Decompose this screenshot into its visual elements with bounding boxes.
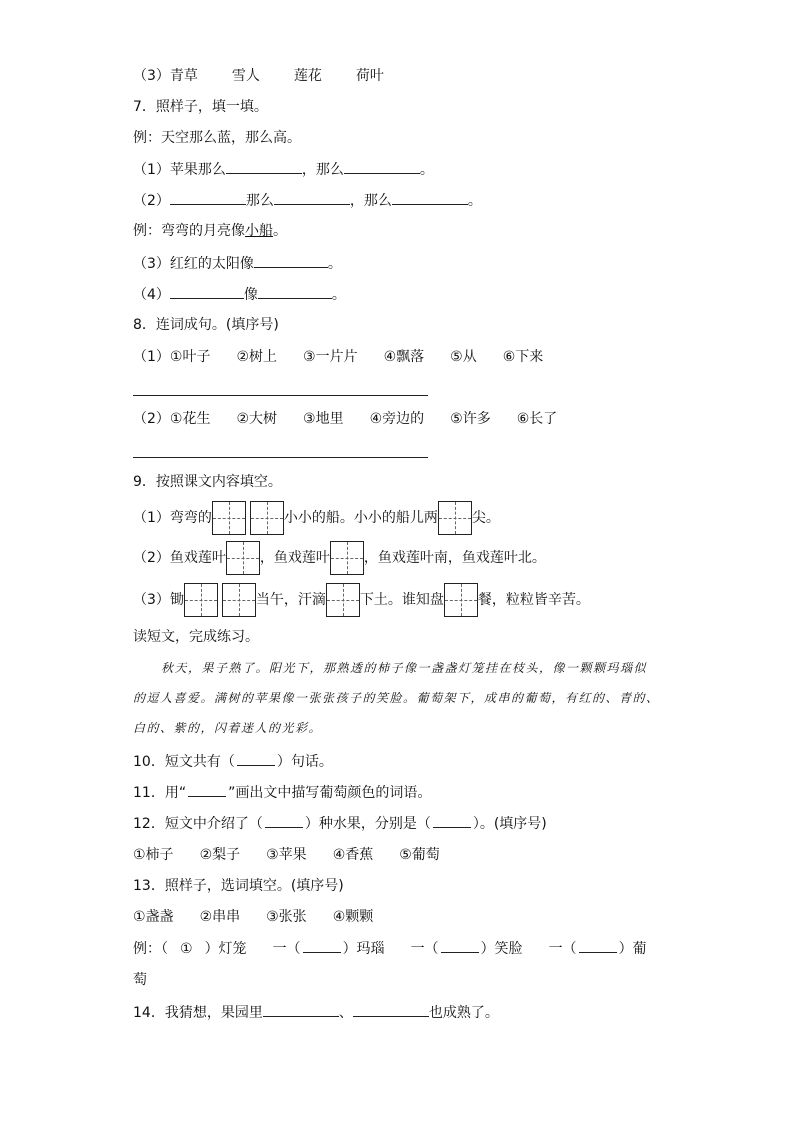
q9-item-2: （2）鱼戏莲叶 ，鱼戏莲叶 ，鱼戏莲叶南，鱼戏莲叶北。 bbox=[133, 540, 546, 576]
q8-item-1: （1）①叶子 ②树上 ③一片片 ④飘落 ⑤从 ⑥下来 bbox=[133, 349, 544, 365]
q13-options bbox=[133, 907, 373, 927]
q7-title: 7．照样子，填一填。 bbox=[133, 99, 268, 115]
tianzi-box[interactable] bbox=[226, 541, 260, 575]
fill-blank[interactable] bbox=[433, 815, 471, 828]
fill-blank[interactable] bbox=[344, 159, 420, 174]
q9-title: 9．按照课文内容填空。 bbox=[133, 474, 282, 490]
tianzi-box[interactable] bbox=[250, 501, 284, 535]
word: 雪人 bbox=[231, 68, 260, 84]
q13-example-wrap: 萄 bbox=[133, 972, 147, 988]
option: ①柿子 bbox=[133, 847, 174, 863]
fill-blank[interactable] bbox=[353, 1002, 429, 1017]
tianzi-box[interactable] bbox=[222, 583, 256, 617]
q7-item-4: （4） 像 。 bbox=[133, 284, 346, 304]
tianzi-box[interactable] bbox=[444, 583, 478, 617]
q13-title: 13．照样子，选词填空。(填序号) bbox=[133, 878, 344, 894]
q7-item-3: （3）红红的太阳像 。 bbox=[133, 253, 342, 273]
tianzi-box[interactable] bbox=[184, 583, 218, 617]
q10: 10．短文共有（ ）句话。 bbox=[133, 754, 333, 770]
option: ③张张 bbox=[266, 909, 307, 925]
q12-options bbox=[133, 845, 440, 865]
fill-blank[interactable] bbox=[170, 190, 246, 205]
tianzi-box[interactable] bbox=[330, 541, 364, 575]
reading-passage-line-3: 白的、紫的，闪着迷人的光彩。 bbox=[133, 721, 323, 735]
option: ②串串 bbox=[199, 909, 241, 925]
fill-blank[interactable] bbox=[170, 284, 244, 299]
q12: 12．短文中介绍了（ ）种水果，分别是（ ）。(填序号) bbox=[133, 816, 547, 832]
fill-blank[interactable] bbox=[265, 815, 303, 828]
fill-blank[interactable] bbox=[441, 940, 479, 953]
q9-item-1: （1）弯弯的 小小的船。小小的船儿两 尖。 bbox=[133, 500, 500, 536]
q7-item-1: （1）苹果那么 ，那么 。 bbox=[133, 159, 434, 179]
tianzi-box[interactable] bbox=[326, 583, 360, 617]
reading-passage-line-2: 的逗人喜爱。满树的苹果像一张张孩子的笑脸。葡萄架下，成串的葡萄，有红的、青的、 bbox=[133, 691, 660, 705]
fill-blank[interactable] bbox=[303, 940, 341, 953]
word: 莲花 bbox=[293, 68, 322, 84]
fill-blank[interactable] bbox=[263, 1002, 339, 1017]
fill-blank[interactable] bbox=[254, 253, 328, 268]
q9-item-3: （3）锄 当午，汗滴 下土。谁知盘 餐，粒粒皆辛苦。 bbox=[133, 582, 590, 618]
fill-blank[interactable] bbox=[237, 753, 275, 766]
q7-item-2: （2） 那么 ，那么 。 bbox=[133, 190, 482, 210]
q6-item-label: （3） bbox=[133, 68, 170, 84]
fill-blank[interactable] bbox=[226, 159, 302, 174]
answer-line[interactable] bbox=[133, 457, 428, 458]
option: ⑤葡萄 bbox=[399, 847, 440, 863]
q8-title: 8．连词成句。(填序号) bbox=[133, 317, 279, 333]
fill-blank[interactable] bbox=[392, 190, 468, 205]
fill-blank[interactable] bbox=[258, 284, 332, 299]
tianzi-box[interactable] bbox=[438, 501, 472, 535]
option: ①盏盏 bbox=[133, 909, 174, 925]
q13-example: 例：（ ① ）灯笼 一（ ）玛瑙 一（ ）笑脸 一（ ）葡 bbox=[133, 941, 647, 957]
tianzi-box[interactable] bbox=[212, 501, 246, 535]
option: ②梨子 bbox=[199, 847, 241, 863]
word: 荷叶 bbox=[355, 68, 384, 84]
q14: 14．我猜想，果园里 、 也成熟了。 bbox=[133, 1002, 499, 1022]
option: ④颗颗 bbox=[332, 909, 374, 925]
word: 青草 bbox=[169, 68, 198, 84]
q6-item-3 bbox=[133, 66, 384, 86]
option: ③苹果 bbox=[266, 847, 307, 863]
underline-sample bbox=[188, 784, 226, 797]
q7-example-2: 例：弯弯的月亮像小船。 bbox=[133, 223, 287, 239]
fill-blank[interactable] bbox=[274, 190, 350, 205]
option: ④香蕉 bbox=[332, 847, 374, 863]
q7-example-1: 例：天空那么蓝，那么高。 bbox=[133, 130, 301, 146]
fill-blank[interactable] bbox=[579, 940, 617, 953]
q11: 11．用“ ”画出文中描写葡萄颜色的词语。 bbox=[133, 785, 432, 801]
answer-line[interactable] bbox=[133, 395, 428, 396]
reading-title: 读短文，完成练习。 bbox=[133, 629, 259, 645]
q8-item-2: （2）①花生 ②大树 ③地里 ④旁边的 ⑤许多 ⑥长了 bbox=[133, 411, 558, 427]
reading-passage-line-1: 秋天，果子熟了。阳光下，那熟透的柿子像一盏盏灯笼挂在枝头，像一颗颗玛瑙似 bbox=[161, 661, 648, 675]
